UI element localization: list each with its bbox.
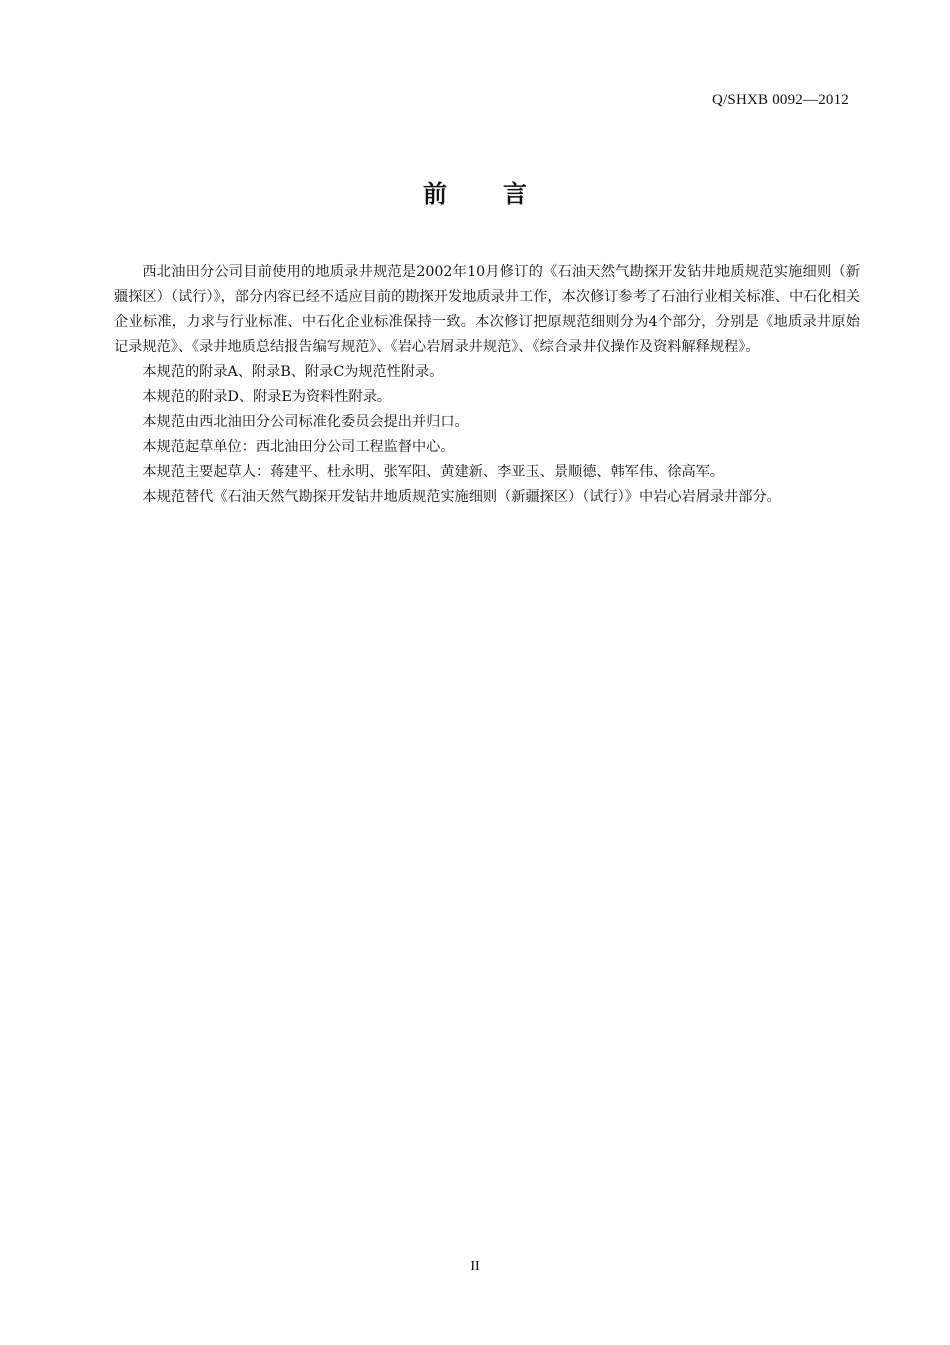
paragraph-normative-appendix: 本规范的附录A、附录B、附录C为规范性附录。	[142, 364, 444, 380]
document-code: Q/SHXB 0092—2012	[712, 92, 849, 108]
paragraph-drafting-unit: 本规范起草单位：西北油田分公司工程监督中心。	[142, 439, 455, 455]
paragraph-informative-appendix: 本规范的附录D、附录E为资料性附录。	[142, 389, 392, 405]
page-number: II	[470, 1259, 480, 1274]
paragraph-replacement: 本规范替代《石油天然气勘探开发钻井地质规范实施细则（新疆探区）（试行）》中岩心岩屑录井部分。	[142, 489, 781, 505]
page-title: 前言	[423, 180, 583, 208]
foreword-body	[114, 260, 860, 510]
paragraph-intro: 西北油田分公司目前使用的地质录井规范是2002年10月修订的《石油天然气勘探开发钻井地质规范实施细则（新疆探区）（试行）》，部分内容已经不适应目前的勘探开发地质录井工作，本次修订参考了石油行业相关标准、中石化相关企业标准，力求与行业标准、中石化企业标准保持一致。本次修订把原规范细则分为4个部分，分别是《地质录井原始记录规范》、《录井地质总结报告编写规范》、《岩心岩屑录井规范》、《综合录井仪操作及资料解释规程》。	[114, 264, 860, 355]
paragraph-proposer: 本规范由西北油田分公司标准化委员会提出并归口。	[142, 414, 469, 430]
paragraph-drafters: 本规范主要起草人：蒋建平、杜永明、张军阳、黄建新、李亚玉、景顺德、韩军伟、徐高军。	[142, 464, 725, 480]
